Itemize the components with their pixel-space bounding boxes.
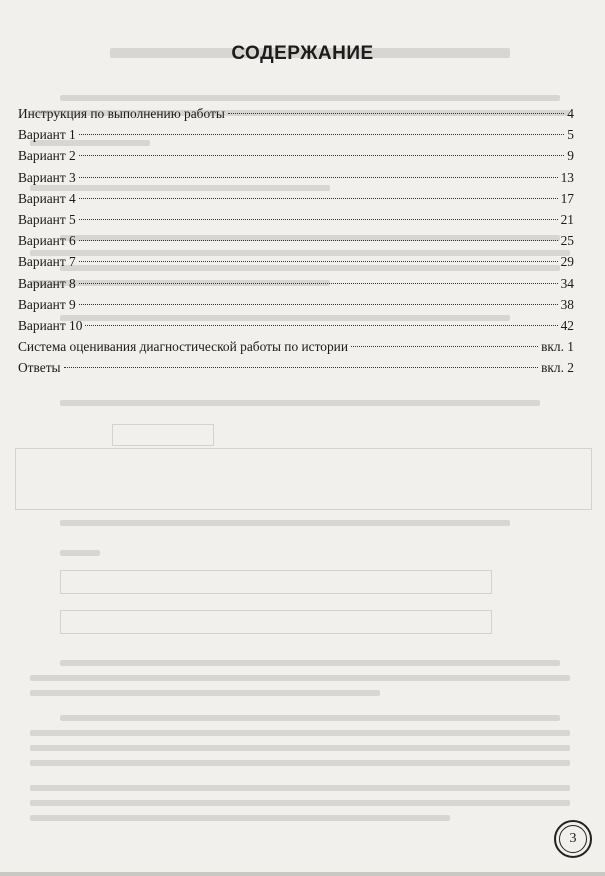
toc-item-variant-7[interactable]	[18, 251, 574, 272]
toc-item-page: 13	[560, 169, 574, 185]
toc-item-page: 17	[560, 190, 574, 206]
toc-item-label: Вариант 2	[18, 148, 76, 164]
toc-item-page: 5	[567, 127, 574, 143]
toc-item-page: 9	[567, 148, 574, 164]
toc-item-page: 34	[560, 275, 574, 291]
table-of-contents	[18, 103, 574, 378]
toc-leader-dots	[79, 198, 558, 199]
toc-leader-dots	[79, 261, 558, 262]
toc-item-label: Вариант 9	[18, 296, 76, 312]
toc-leader-dots	[79, 304, 558, 305]
toc-item-page: 25	[560, 233, 574, 249]
toc-item-page: вкл. 1	[541, 339, 574, 355]
toc-leader-dots	[79, 240, 558, 241]
toc-item-label: Вариант 10	[18, 317, 83, 333]
toc-leader-dots	[79, 283, 558, 284]
toc-item-variant-4[interactable]	[18, 188, 574, 209]
toc-item-label: Вариант 3	[18, 169, 76, 185]
toc-item-label: Вариант 8	[18, 275, 76, 291]
toc-item-label: Вариант 1	[18, 127, 76, 143]
toc-item-label: Вариант 6	[18, 233, 76, 249]
toc-item-label: Вариант 7	[18, 254, 76, 270]
toc-item-page: 42	[560, 317, 574, 333]
toc-item-variant-2[interactable]	[18, 145, 574, 166]
toc-item-page: 4	[567, 106, 574, 121]
toc-item-answers[interactable]	[18, 357, 574, 378]
toc-item-variant-3[interactable]	[18, 167, 574, 188]
toc-item-label: Система оценивания диагностической работы по истории	[18, 339, 349, 355]
toc-item-page: вкл. 2	[541, 360, 574, 376]
toc-item-page: 38	[560, 296, 574, 312]
page-number-badge	[554, 820, 592, 858]
page-number: 3	[569, 831, 577, 846]
toc-item-label: Ответы	[18, 360, 61, 376]
toc-leader-dots	[79, 134, 565, 135]
toc-item-label: Инструкция по выполнению работы	[18, 106, 225, 121]
toc-item-variant-1[interactable]	[18, 124, 574, 145]
toc-leader-dots	[351, 346, 538, 347]
toc-item-variant-10[interactable]	[18, 315, 574, 336]
toc-item-page: 21	[560, 211, 574, 227]
toc-leader-dots	[79, 155, 565, 156]
toc-item-page: 29	[560, 254, 574, 270]
toc-leader-dots	[228, 113, 564, 114]
toc-item-label: Вариант 4	[18, 190, 76, 206]
toc-leader-dots	[64, 367, 539, 368]
toc-leader-dots	[79, 177, 558, 178]
toc-item-variant-5[interactable]	[18, 209, 574, 230]
toc-leader-dots	[79, 219, 558, 220]
toc-item-grading-system[interactable]	[18, 336, 574, 357]
toc-item-variant-6[interactable]	[18, 230, 574, 251]
toc-leader-dots	[85, 325, 557, 326]
toc-item-variant-8[interactable]	[18, 273, 574, 294]
toc-item-label: Вариант 5	[18, 211, 76, 227]
toc-item-instructions[interactable]	[18, 103, 574, 124]
toc-item-variant-9[interactable]	[18, 294, 574, 315]
page-bottom-edge	[0, 872, 605, 876]
page-title: СОДЕРЖАНИЕ	[231, 43, 374, 64]
